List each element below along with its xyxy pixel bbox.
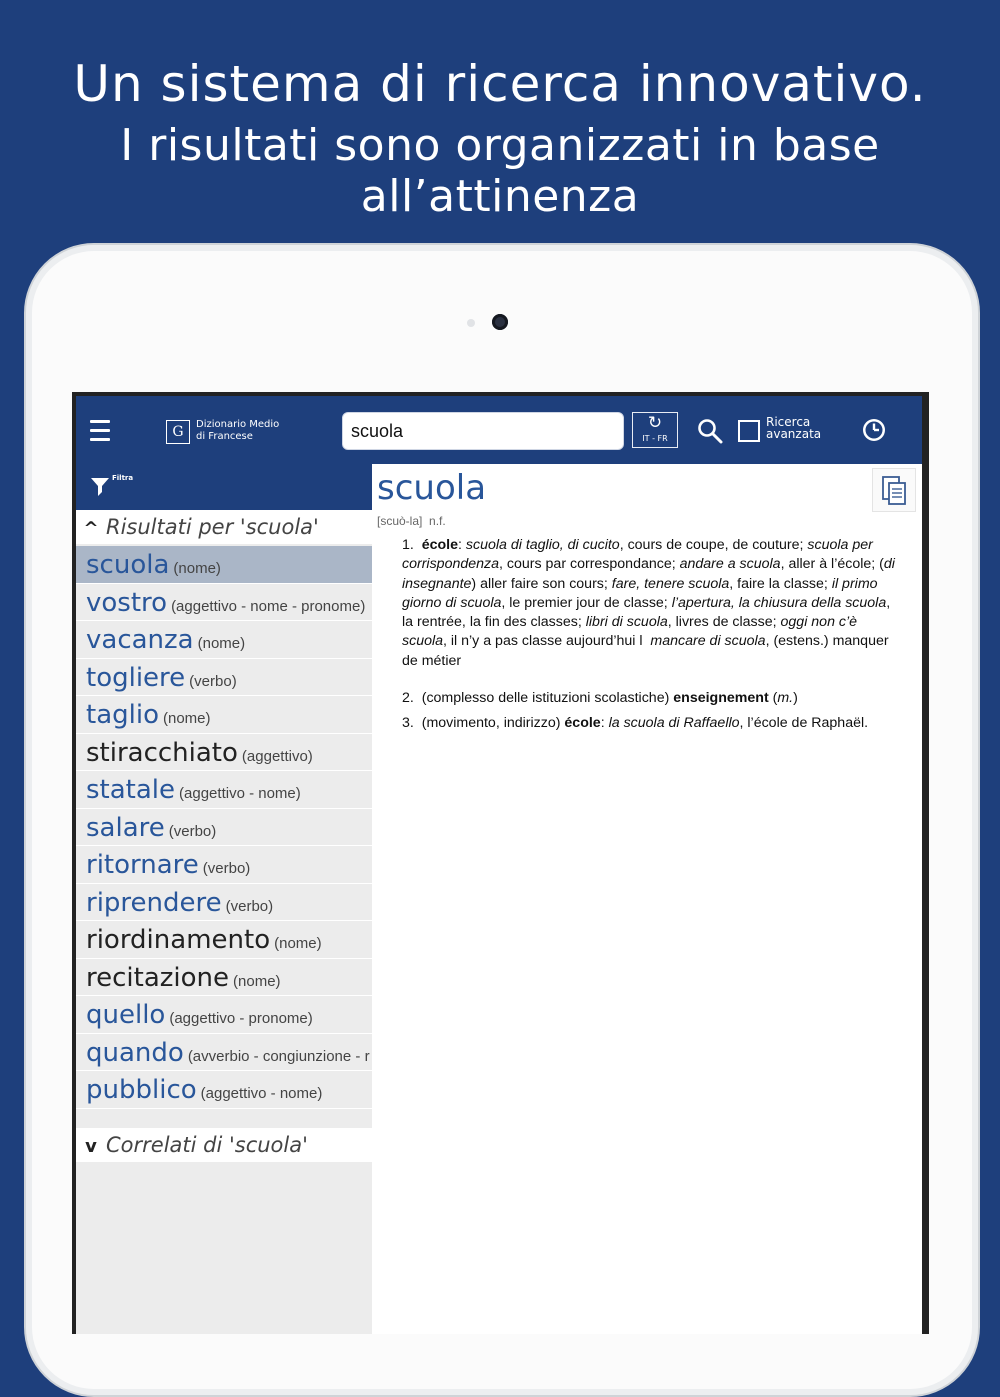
search-input[interactable]: [342, 412, 624, 450]
entry-headword: scuola: [377, 468, 487, 508]
result-word: ritornare: [86, 850, 199, 880]
entry-panel: [372, 464, 922, 1334]
phonetic-text: [scuò-la]: [377, 514, 423, 528]
sense-3: 3. (movimento, indirizzo) école: la scuola di Raffaello, l’école de Raphaël.: [402, 715, 869, 731]
related-section-header[interactable]: [76, 1128, 372, 1162]
result-row-riordinamento[interactable]: [76, 921, 372, 959]
result-part-of-speech: (verbo): [189, 672, 237, 690]
result-part-of-speech: (nome): [173, 560, 221, 577]
result-row-vostro[interactable]: [76, 584, 372, 622]
results-section-header[interactable]: [76, 510, 372, 544]
result-part-of-speech: (nome): [163, 710, 211, 727]
result-row-togliere[interactable]: [76, 659, 372, 697]
filter-label[interactable]: Filtra: [112, 474, 134, 482]
advanced-line2: avanzata: [766, 427, 822, 441]
logo-line1: Dizionario Medio: [196, 419, 280, 430]
result-word: recitazione: [86, 962, 230, 993]
copy-clipboard-button[interactable]: [872, 468, 916, 512]
result-word: vacanza: [86, 625, 194, 655]
chevron-up-icon: ^: [83, 518, 99, 539]
result-row-statale[interactable]: [76, 771, 372, 809]
result-word: stiracchiato: [86, 737, 238, 768]
results-list: [76, 546, 372, 1109]
result-row-pubblico[interactable]: [76, 1071, 372, 1109]
app-logo-icon: G: [166, 420, 190, 444]
result-word: togliere: [86, 662, 186, 693]
camera: [492, 314, 508, 330]
related-header-label: Correlati di 'scuola': [106, 1133, 308, 1157]
result-part-of-speech: (aggettivo - pronome): [169, 1010, 313, 1027]
result-row-quando[interactable]: [76, 1034, 372, 1072]
logo-line2: di Francese: [196, 431, 253, 442]
result-word: riordinamento: [86, 925, 271, 955]
chevron-down-icon: v: [85, 1136, 97, 1157]
result-row-recitazione[interactable]: [76, 959, 372, 997]
result-part-of-speech: (avverbio - congiunzione - r: [187, 1047, 370, 1065]
advanced-line1: Ricerca: [766, 415, 811, 429]
result-word: statale: [86, 775, 176, 805]
result-word: salare: [86, 812, 165, 843]
hamburger-menu-icon[interactable]: [90, 420, 110, 442]
result-row-taglio[interactable]: [76, 696, 372, 734]
result-part-of-speech: (verbo): [202, 860, 251, 877]
result-word: scuola: [86, 550, 170, 580]
result-word: taglio: [86, 700, 159, 730]
result-row-salare[interactable]: [76, 809, 372, 847]
result-part-of-speech: (verbo): [225, 897, 274, 915]
result-word: riprendere: [86, 887, 222, 918]
result-row-stiracchiato[interactable]: [76, 734, 372, 772]
top-toolbar: [76, 396, 922, 468]
result-word: pubblico: [86, 1075, 197, 1105]
result-part-of-speech: (aggettivo): [241, 747, 313, 765]
result-row-ritornare[interactable]: [76, 846, 372, 884]
sensor-dot: [467, 319, 475, 327]
history-clock-icon[interactable]: [860, 416, 888, 444]
app-screen: [72, 392, 929, 1334]
grammar-text: n.f.: [429, 514, 446, 528]
headline: Un sistema di ricerca innovativo.: [73, 55, 927, 113]
result-part-of-speech: (verbo): [168, 822, 217, 840]
sense-1: 1. école: scuola di taglio, di cucito, cours de coupe, de couture; scuola per corrispondenza, cours par correspondance; andare a scuola, aller à l’école; (di insegnante) aller faire son cours; fare, tenere scuola, faire la classe; il primo giorno di scuola, le premier jour de classe; l’apertura, la chiusura della scuola, la rentrée, la fin des classes; libri di scuola, livres de classe; oggi non c’è scuola, il n’y a pas classe aujourd’hui l mancare di scuola, (estens.) manquer de métier: [402, 537, 895, 669]
results-header-label: Risultati per 'scuola': [106, 515, 319, 539]
advanced-search-checkbox[interactable]: [738, 420, 760, 442]
result-part-of-speech: (nome): [233, 972, 281, 990]
language-label: IT - FR: [642, 434, 668, 443]
language-switch-button[interactable]: [632, 412, 678, 448]
result-part-of-speech: (aggettivo - nome): [200, 1085, 323, 1102]
results-sidebar: [76, 464, 372, 1334]
clipboard-icon: [873, 469, 915, 511]
result-row-quello[interactable]: [76, 996, 372, 1034]
sense-2: 2. (complesso delle istituzioni scolastiche) enseignement (m.): [402, 690, 798, 706]
app-logo-text: [196, 419, 296, 443]
result-part-of-speech: (nome): [274, 935, 322, 952]
result-part-of-speech: (aggettivo - nome): [179, 785, 301, 802]
advanced-search-label[interactable]: [766, 416, 821, 440]
filter-bar: [76, 464, 372, 510]
result-part-of-speech: (nome): [197, 635, 246, 652]
result-row-vacanza[interactable]: [76, 621, 372, 659]
result-word: quando: [86, 1037, 184, 1068]
result-part-of-speech: (aggettivo - nome - pronome): [171, 597, 366, 615]
result-word: vostro: [86, 587, 168, 618]
result-row-scuola[interactable]: [76, 546, 372, 584]
result-word: quello: [86, 1000, 166, 1030]
search-icon[interactable]: [697, 418, 723, 444]
result-row-riprendere[interactable]: [76, 884, 372, 922]
refresh-icon: ↻: [647, 413, 663, 433]
entry-phonetic: [377, 514, 446, 528]
subline: I risultati sono organizzati in base all’attinenza: [120, 120, 880, 222]
funnel-filter-icon[interactable]: [90, 476, 110, 498]
